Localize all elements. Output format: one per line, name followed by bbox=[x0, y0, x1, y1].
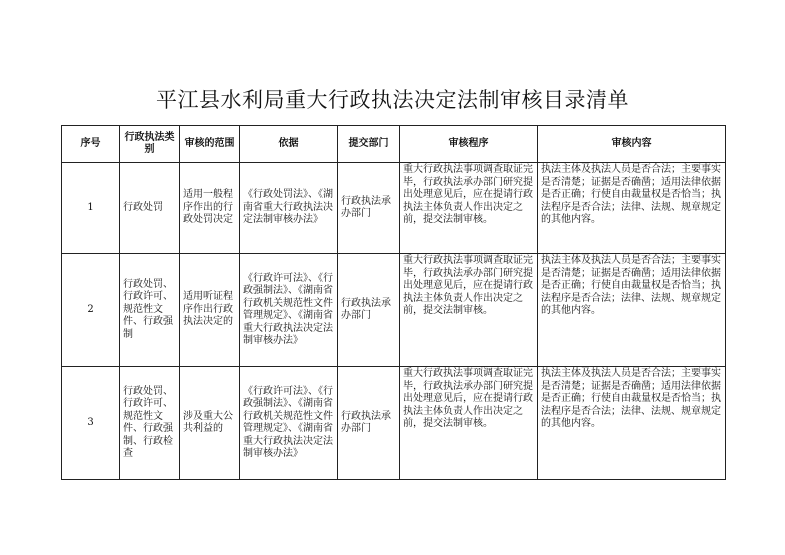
header-procedure: 审核程序 bbox=[400, 126, 538, 163]
row-procedure: 重大行政执法事项调查取证完毕，行政执法承办部门研究提出处理意见后，应在提请行政执法主体负责人作出决定之前，提交法制审核。 bbox=[400, 163, 538, 254]
row-basis: 《行政处罚法》、《湖南省重大行政执法决定法制审核办法》 bbox=[240, 163, 338, 254]
table-row bbox=[62, 163, 726, 254]
header-department: 提交部门 bbox=[338, 126, 400, 163]
row-department: 行政执法承办部门 bbox=[338, 367, 400, 480]
row-department: 行政执法承办部门 bbox=[338, 163, 400, 254]
review-catalog-table bbox=[61, 125, 726, 480]
header-category: 行政执法类别 bbox=[120, 126, 180, 163]
row-scope: 涉及重大公共利益的 bbox=[180, 367, 240, 480]
row-basis: 《行政许可法》、《行政强制法》、《湖南省行政机关规范性文件管理规定》、《湖南省重大行政执法决定法制审核办法》 bbox=[240, 367, 338, 480]
header-scope: 审核的范围 bbox=[180, 126, 240, 163]
row-category: 行政处罚 bbox=[120, 163, 180, 254]
header-content: 审核内容 bbox=[538, 126, 726, 163]
table-row bbox=[62, 367, 726, 480]
table-header-row bbox=[62, 126, 726, 163]
row-number: 2 bbox=[62, 254, 120, 367]
row-content: 执法主体及执法人员是否合法；主要事实是否清楚；证据是否确凿；适用法律依据是否正确；行使自由裁量权是否恰当；执法程序是否合法；法律、法规、规章规定的其他内容。 bbox=[538, 254, 726, 367]
row-procedure: 重大行政执法事项调查取证完毕，行政执法承办部门研究提出处理意见后，应在提请行政执法主体负责人作出决定之前，提交法制审核。 bbox=[400, 254, 538, 367]
row-scope: 适用一般程序作出的行政处罚决定 bbox=[180, 163, 240, 254]
row-number: 3 bbox=[62, 367, 120, 480]
row-content: 执法主体及执法人员是否合法；主要事实是否清楚；证据是否确凿；适用法律依据是否正确；行使自由裁量权是否恰当；执法程序是否合法；法律、法规、规章规定的其他内容。 bbox=[538, 163, 726, 254]
header-basis: 依据 bbox=[240, 126, 338, 163]
row-content: 执法主体及执法人员是否合法；主要事实是否清楚；证据是否确凿；适用法律依据是否正确；行使自由裁量权是否恰当；执法程序是否合法；法律、法规、规章规定的其他内容。 bbox=[538, 367, 726, 480]
row-category: 行政处罚、行政许可、规范性文件、行政强制 bbox=[120, 254, 180, 367]
row-number: 1 bbox=[62, 163, 120, 254]
row-procedure: 重大行政执法事项调查取证完毕，行政执法承办部门研究提出处理意见后，应在提请行政执法主体负责人作出决定之前，提交法制审核。 bbox=[400, 367, 538, 480]
header-number: 序号 bbox=[62, 126, 120, 163]
page-title: 平江县水利局重大行政执法决定法制审核目录清单 bbox=[156, 88, 629, 112]
table-row bbox=[62, 254, 726, 367]
row-department: 行政执法承办部门 bbox=[338, 254, 400, 367]
row-basis: 《行政许可法》、《行政强制法》、《湖南省行政机关规范性文件管理规定》、《湖南省重大行政执法决定法制审核办法》 bbox=[240, 254, 338, 367]
row-scope: 适用听证程序作出行政执法决定的 bbox=[180, 254, 240, 367]
row-category: 行政处罚、行政许可、规范性文件、行政强制、行政检查 bbox=[120, 367, 180, 480]
